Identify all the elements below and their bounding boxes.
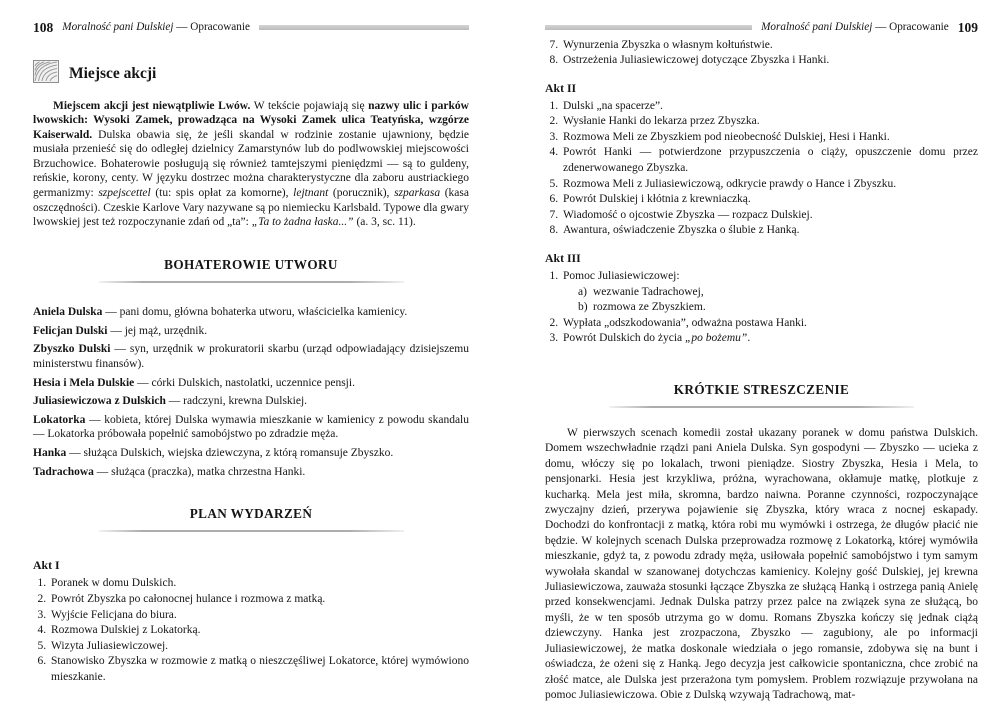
sub-event-item: rozmowa ze Zbyszkiem. [593,301,706,314]
event-item: 8. Awantura, oświadczenie Zbyszka o ślubie z Hanką. [561,223,978,239]
heading-bohaterowie [33,256,469,283]
heading-plan-wydarzen [33,505,469,532]
header-rule-bar [259,25,469,30]
act2-label: Akt II [545,80,577,95]
act1-event-list [33,576,469,685]
sub-event-item: wezwanie Tadrachowej, [593,285,704,298]
heading-krotkie-streszczenie [545,381,978,408]
header-rule-bar [545,25,752,30]
event-item: 5. Rozmowa Meli z Juliasiewiczową, odkrycie prawdy o Hance i Zbyszku. [561,177,978,193]
page-number: 108 [33,20,54,35]
character-entry: Felicjan Dulski — jej mąż, urzędnik. [33,324,208,337]
page-number: 109 [957,20,978,35]
miejsce-akcji-paragraph: Miejscem akcji jest niewątpliwie Lwów. W tekście pojawiają się nazwy ulic i parków lwowskich: Wysoki Zamek, prowadząca na Wysoki Zamek ulica Teatyńska, wzgórze Kaiserwald. Dulska obawia się, że jeśli skandal w rodzinie zostanie ujawniony, będzie musiała przenieść się do odległej dzielnicy Zamarstynów lub do podlwowskiej miejscowości Brzuchowice. Bohaterowie posługują się również tamtejszymi pieniędzmi — są to guldeny, reńskie, korony, centy. W języku dostrzec można charakterystyczne dla zaboru austriackiego germanizmy: szpejscettel (tu: spis opłat za komorne), lejtnant (porucznik), szparkasa (kasa oszczędności). Czeskie Karlove Vary nazywane są po niemiecku Karlsbald. Typowe dla gwary lwowskiej jest też rozpoczynanie zdań od „ta”: „Ta to żadna łaska...” (a. 3, sc. 11). [33,99,469,229]
character-entry: Tadrachowa — służąca (praczka), matka chrzestna Hanki. [33,466,306,479]
event-item: 4. Rozmowa Dulskiej z Lokatorką. [49,623,469,639]
section-miejsce-akcji [33,60,469,88]
running-header-left [33,21,469,35]
fingerprint-pattern-icon [33,60,59,88]
running-header-right [545,21,978,35]
heading-krotkie-streszczenie-text: KRÓTKIE STRESZCZENIE [673,382,850,397]
event-item: 4. Powrót Hanki — potwierdzone przypuszczenia o ciąży, opuszczenie domu przez zdenerwowanego Zbyszka. [561,145,978,176]
event-item: 2. Wypłata „odszkodowania”, odważna postawa Hanki. [561,316,978,332]
act3-event-list [545,269,978,347]
act3-sub-list [563,285,978,316]
event-item: 6. Stanowisko Zbyszka w rozmowie z matką o nieszczęśliwej Lokatorce, której wymówiono mieszkanie. [49,654,469,685]
event-item [561,269,978,316]
act1-event-list-continued [545,38,978,69]
event-item: 1. Poranek w domu Dulskich. [49,576,469,592]
event-item: 3. Wyjście Felicjana do biura. [49,608,469,624]
heading-underline [99,530,404,532]
event-item: 3. Powrót Dulskich do życia „po bożemu”. [561,331,978,347]
character-entry: Hanka — służąca Dulskich, wiejska dziewczyna, z którą romansuje Zbyszko. [33,447,394,460]
streszczenie-paragraph: W pierwszych scenach komedii został ukazany poranek w domu państwa Dulskich. Domem wszechwładnie rządzi pani Aniela Dulska. Syn gospodyni — Zbyszko — ucieka z domu, włóczy się po lokalach, trwoni pieniądze. Siostry Zbyszka, Hesia i Mela, to pensjonarki. Hesia jest krzykliwa, próżna, wyrachowana, okłamuje matkę, plotkuje z kucharką. Mela jest miła, skromna, bardzo naiwna. Poranne czynności, rozpoczynające zwyczajny dzień, przerywa pojawienie się Zbyszka, który wraca z nocnej eskapady. Dochodzi do konfrontacji z matką, która robi mu wymówki i ostrzega, że długów płacić nie będzie. W kolejnych scenach Dulska przeprowadza rozmowę z Lokatorką, której wymówiła mieszkanie, gdyż ta, z powodu zdrady męża, usiłowała popełnić samobójstwo i tym samym wywołała skandal w szanowanej dotychczas kamienicy. Kolejny gość Dulskiej, jej krewna Juliasiewiczowa, zauważa stosunki łączące Zbyszka ze służącą Hanką i ostrzega panią Anielę przed konsekwencjami. Jednak Dulska patrzy przez palce na związek syna ze służącą, bo myśli, że w ten sposób utrzyma go w domu. Romans Zbyszka kończy się jednak ciążą dziewczyny. Hanka jest zrozpaczona, Zbyszko — zagubiony, ale po informacji Juliasiewiczowej, że matka doskonale wiedziała o jego romansie, zdobywa się na bunt i oświadcza, że ożeni się z Hanką. Jego decyzja jest całkowicie spontaniczna, chce zrobić na złość matce, ale Dulska jest przerażona tym pomysłem. Problem rozwiązuje przywołana na pomoc Juliasiewiczowa. Obie z Dulską wzywają Tadrachową, mat- [545,427,978,701]
character-list [33,305,469,479]
character-entry: Juliasiewiczowa z Dulskich — radczyni, krewna Dulskiej. [33,395,308,408]
event-item: 1. Dulski „na spacerze”. [561,99,978,115]
event-item-text: Pomoc Juliasiewiczowej: [563,270,680,283]
section-title: Miejsce akcji [69,64,157,82]
event-item: 3. Rozmowa Meli ze Zbyszkiem pod nieobecność Dulskiej, Hesi i Hanki. [561,130,978,146]
act2-event-list [545,99,978,239]
event-item: 7. Wiadomość o ojcostwie Zbyszka — rozpacz Dulskiej. [561,208,978,224]
character-entry: Zbyszko Dulski — syn, urzędnik w prokuratorii skarbu (urząd odpowiadający dzisiejszemu ministerstwu finansów). [33,343,469,370]
event-item: 2. Powrót Zbyszka po całonocnej hulance i rozmowa z matką. [49,592,469,608]
event-item: 7. Wynurzenia Zbyszka o własnym kołtuństwie. [561,38,978,54]
character-entry: Lokatorka — kobieta, której Dulska wymawia mieszkanie w kamienicy z powodu skandalu — Lokatorka próbowała popełnić samobójstwo po zdradzie męża. [33,414,469,441]
character-entry: Hesia i Mela Dulskie — córki Dulskich, nastolatki, uczennice pensji. [33,376,355,389]
heading-bohaterowie-text: BOHATEROWIE UTWORU [164,256,338,272]
running-title: Moralność pani Dulskiej — Opracowanie [62,21,250,34]
event-item: 2. Wysłanie Hanki do lekarza przez Zbyszka. [561,114,978,130]
running-title: Moralność pani Dulskiej — Opracowanie [761,21,949,34]
heading-underline [99,281,404,283]
event-item: 8. Ostrzeżenia Juliasiewiczowej dotyczące Zbyszka i Hanki. [561,53,978,69]
event-item: 6. Powrót Dulskiej i kłótnia z krewniaczką. [561,192,978,208]
page-right [545,0,978,712]
page-left [33,0,469,712]
event-item: 5. Wizyta Juliasiewiczowej. [49,639,469,655]
act3-label: Akt III [545,251,581,266]
act1-label: Akt I [33,558,60,573]
heading-plan-wydarzen-text: PLAN WYDARZEŃ [189,506,313,522]
character-entry: Aniela Dulska — pani domu, główna bohaterka utworu, właścicielka kamienicy. [33,305,408,318]
heading-underline [609,406,914,408]
